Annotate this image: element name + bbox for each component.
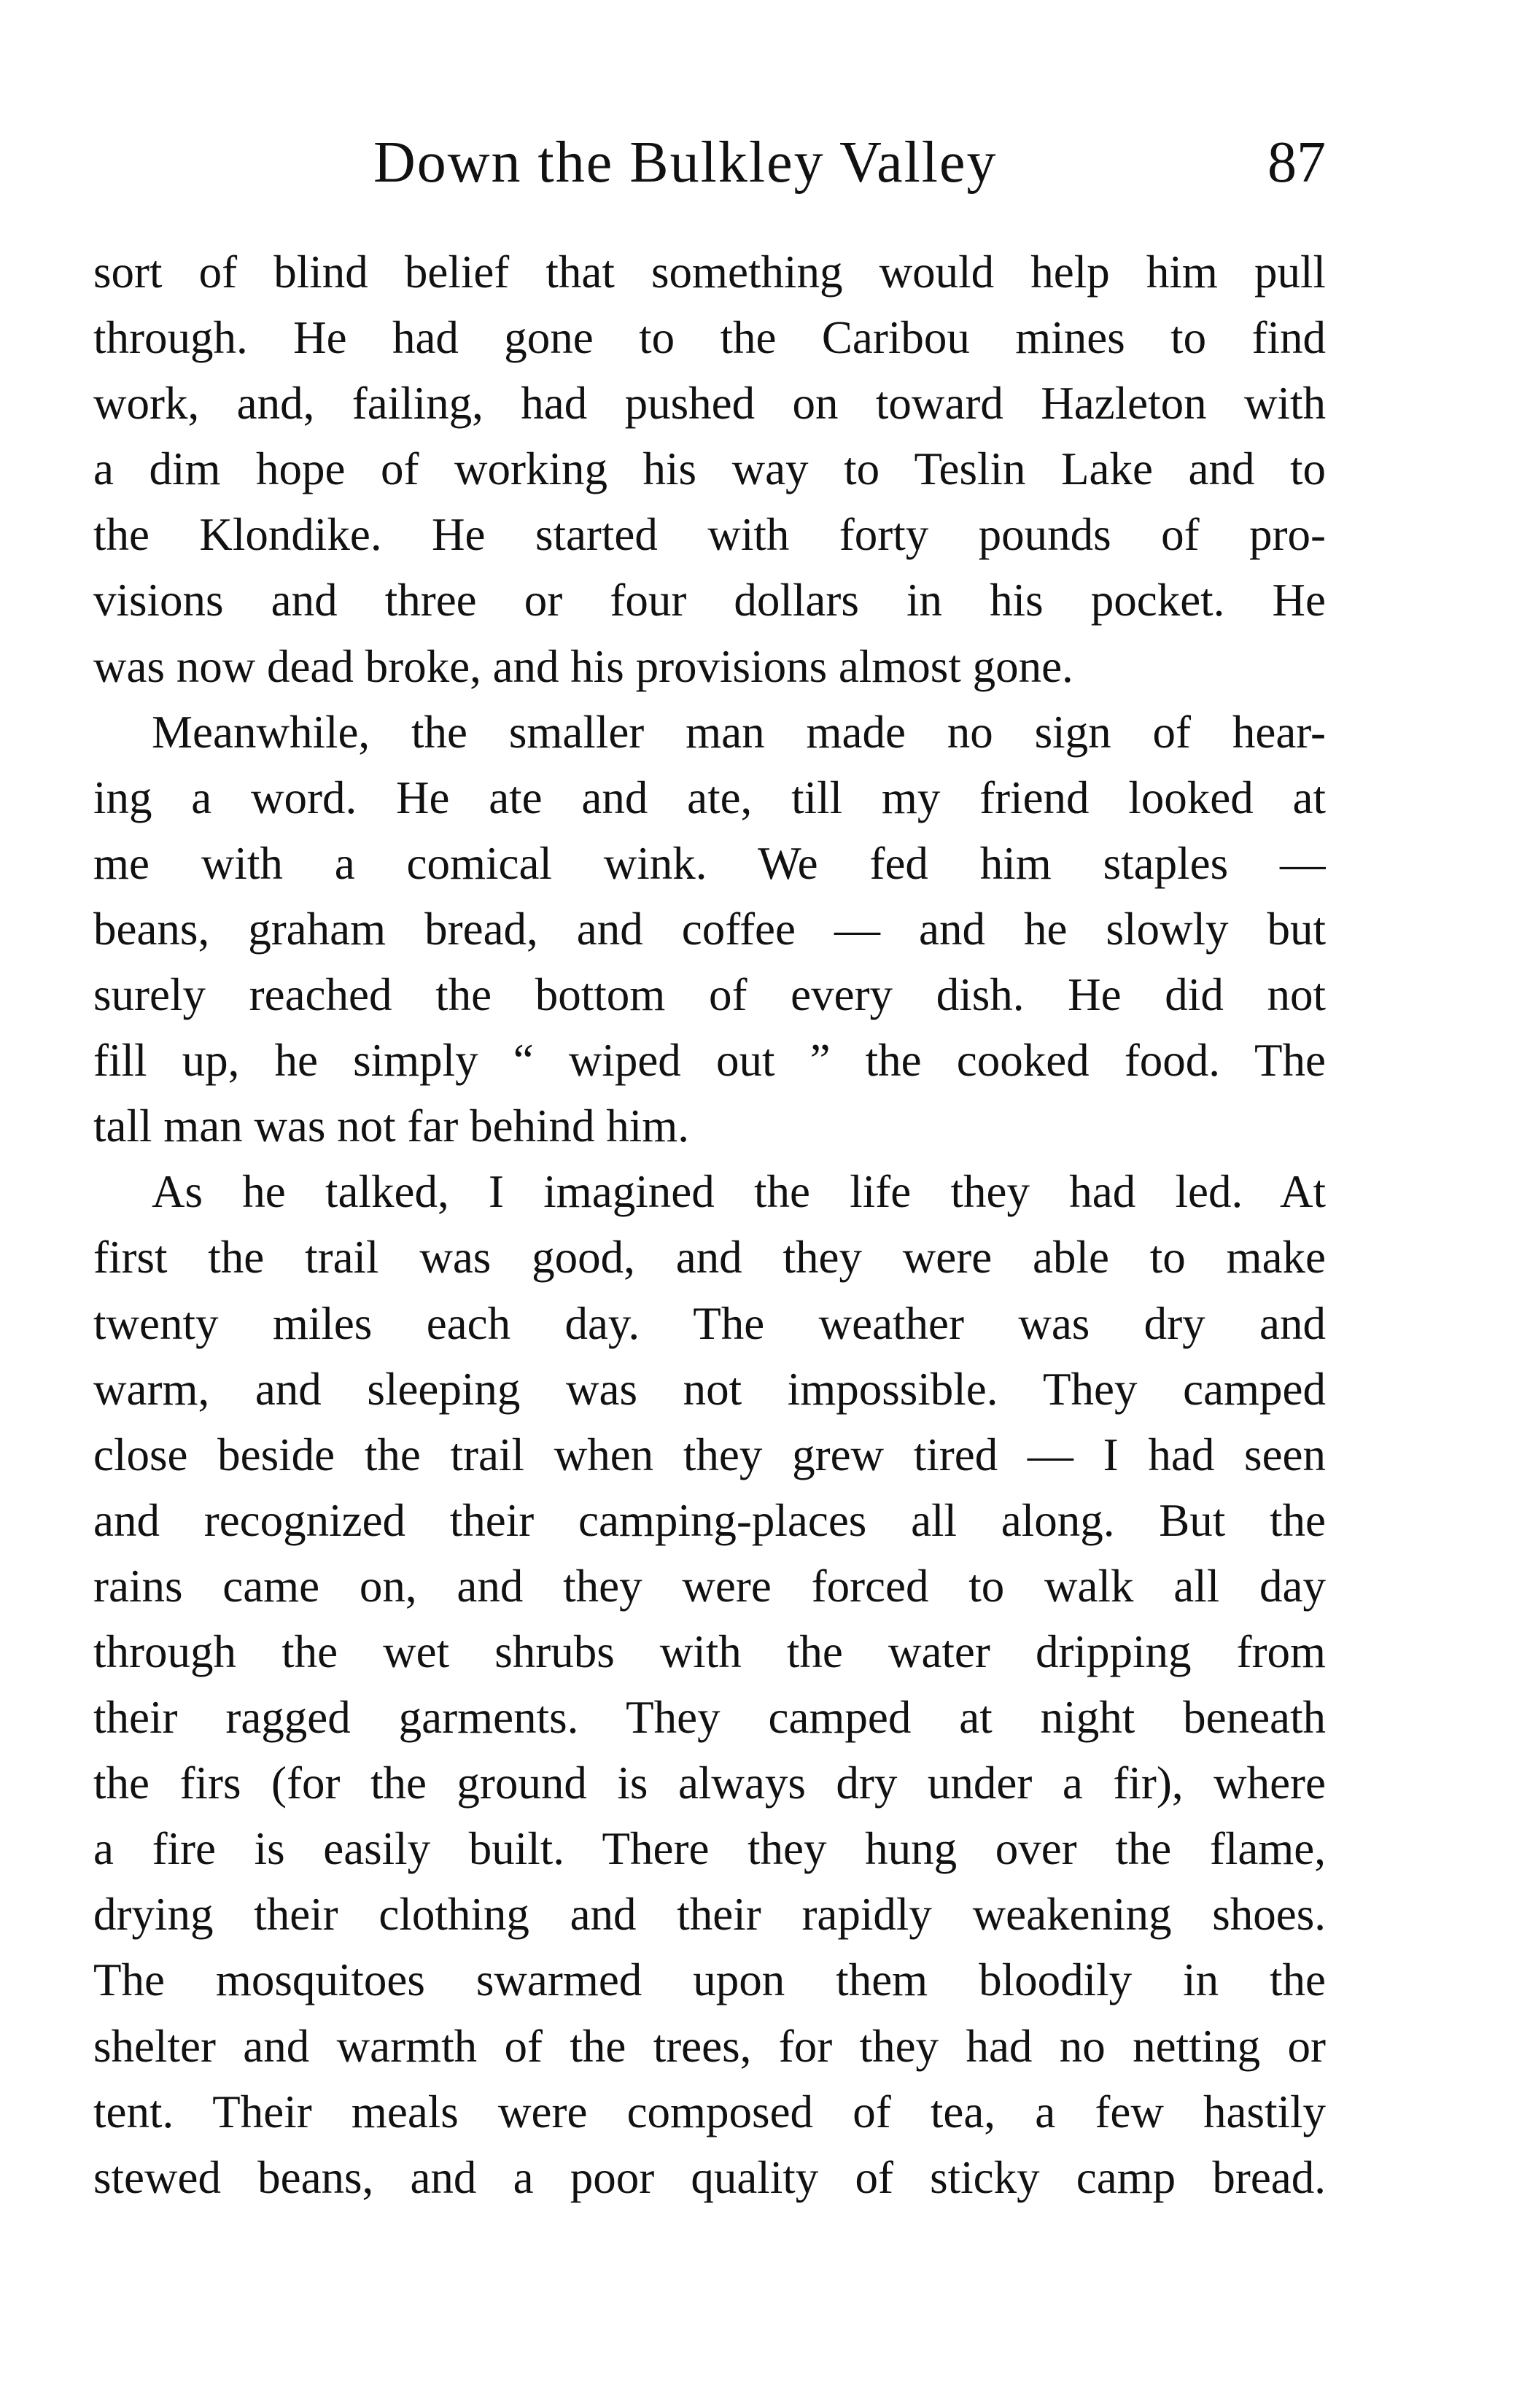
text-line: tent. Their meals were composed of tea, a few hastily bbox=[93, 2086, 1326, 2137]
text-line: the Klondike. He started with forty pounds of pro- bbox=[93, 509, 1326, 561]
running-head bbox=[93, 123, 1326, 203]
text-line: warm, and sleeping was not impossible. They camped bbox=[93, 1363, 1326, 1415]
text-line: The mosquitoes swarmed upon them bloodily in the bbox=[93, 1954, 1326, 2006]
text-line: me with a comical wink. We fed him staples — bbox=[93, 837, 1326, 889]
text-line: stewed beans, and a poor quality of sticky camp bread. bbox=[93, 2151, 1326, 2203]
text-line: visions and three or four dollars in his pocket. He bbox=[93, 575, 1326, 626]
body-text bbox=[93, 239, 1326, 2210]
text-line: drying their clothing and their rapidly weakening shoes. bbox=[93, 1889, 1326, 1941]
text-line: As he talked, I imagined the life they had led. At bbox=[152, 1166, 1326, 1218]
text-line: shelter and warmth of the trees, for they had no netting or bbox=[93, 2020, 1326, 2072]
text-line: a dim hope of working his way to Teslin Lake and to bbox=[93, 443, 1326, 495]
text-line: the firs (for the ground is always dry under a fir), where bbox=[93, 1758, 1326, 1809]
text-line: surely reached the bottom of every dish. He did not bbox=[93, 969, 1326, 1021]
text-line: close beside the trail when they grew tired — I had seen bbox=[93, 1429, 1326, 1480]
page-number: 87 bbox=[1267, 131, 1326, 195]
text-line: and recognized their camping-places all along. But the bbox=[93, 1494, 1326, 1546]
text-line: Meanwhile, the smaller man made no sign of hear- bbox=[152, 706, 1326, 758]
text-line: their ragged garments. They camped at night beneath bbox=[93, 1692, 1326, 1744]
text-line: rains came on, and they were forced to walk all day bbox=[93, 1560, 1326, 1612]
text-line: work, and, failing, had pushed on toward Hazleton with bbox=[93, 378, 1326, 430]
text-line: ing a word. He ate and ate, till my friend looked at bbox=[93, 772, 1326, 823]
text-line: fill up, he simply “ wiped out ” the cooked food. The bbox=[93, 1035, 1326, 1087]
text-line: twenty miles each day. The weather was dry and bbox=[93, 1297, 1326, 1349]
text-line: through the wet shrubs with the water dripping from bbox=[93, 1626, 1326, 1677]
running-title: Down the Bulkley Valley bbox=[373, 131, 998, 195]
text-line: through. He had gone to the Caribou mines to find bbox=[93, 312, 1326, 364]
text-line: first the trail was good, and they were able to make bbox=[93, 1232, 1326, 1283]
text-line: tall man was not far behind him. bbox=[93, 1100, 690, 1152]
text-line: was now dead broke, and his provisions almost gone. bbox=[93, 640, 1073, 692]
text-line: beans, graham bread, and coffee — and he slowly but bbox=[93, 903, 1326, 955]
text-line: a fire is easily built. There they hung over the flame, bbox=[93, 1823, 1326, 1875]
text-line: sort of blind belief that something would help him pull bbox=[93, 246, 1326, 298]
